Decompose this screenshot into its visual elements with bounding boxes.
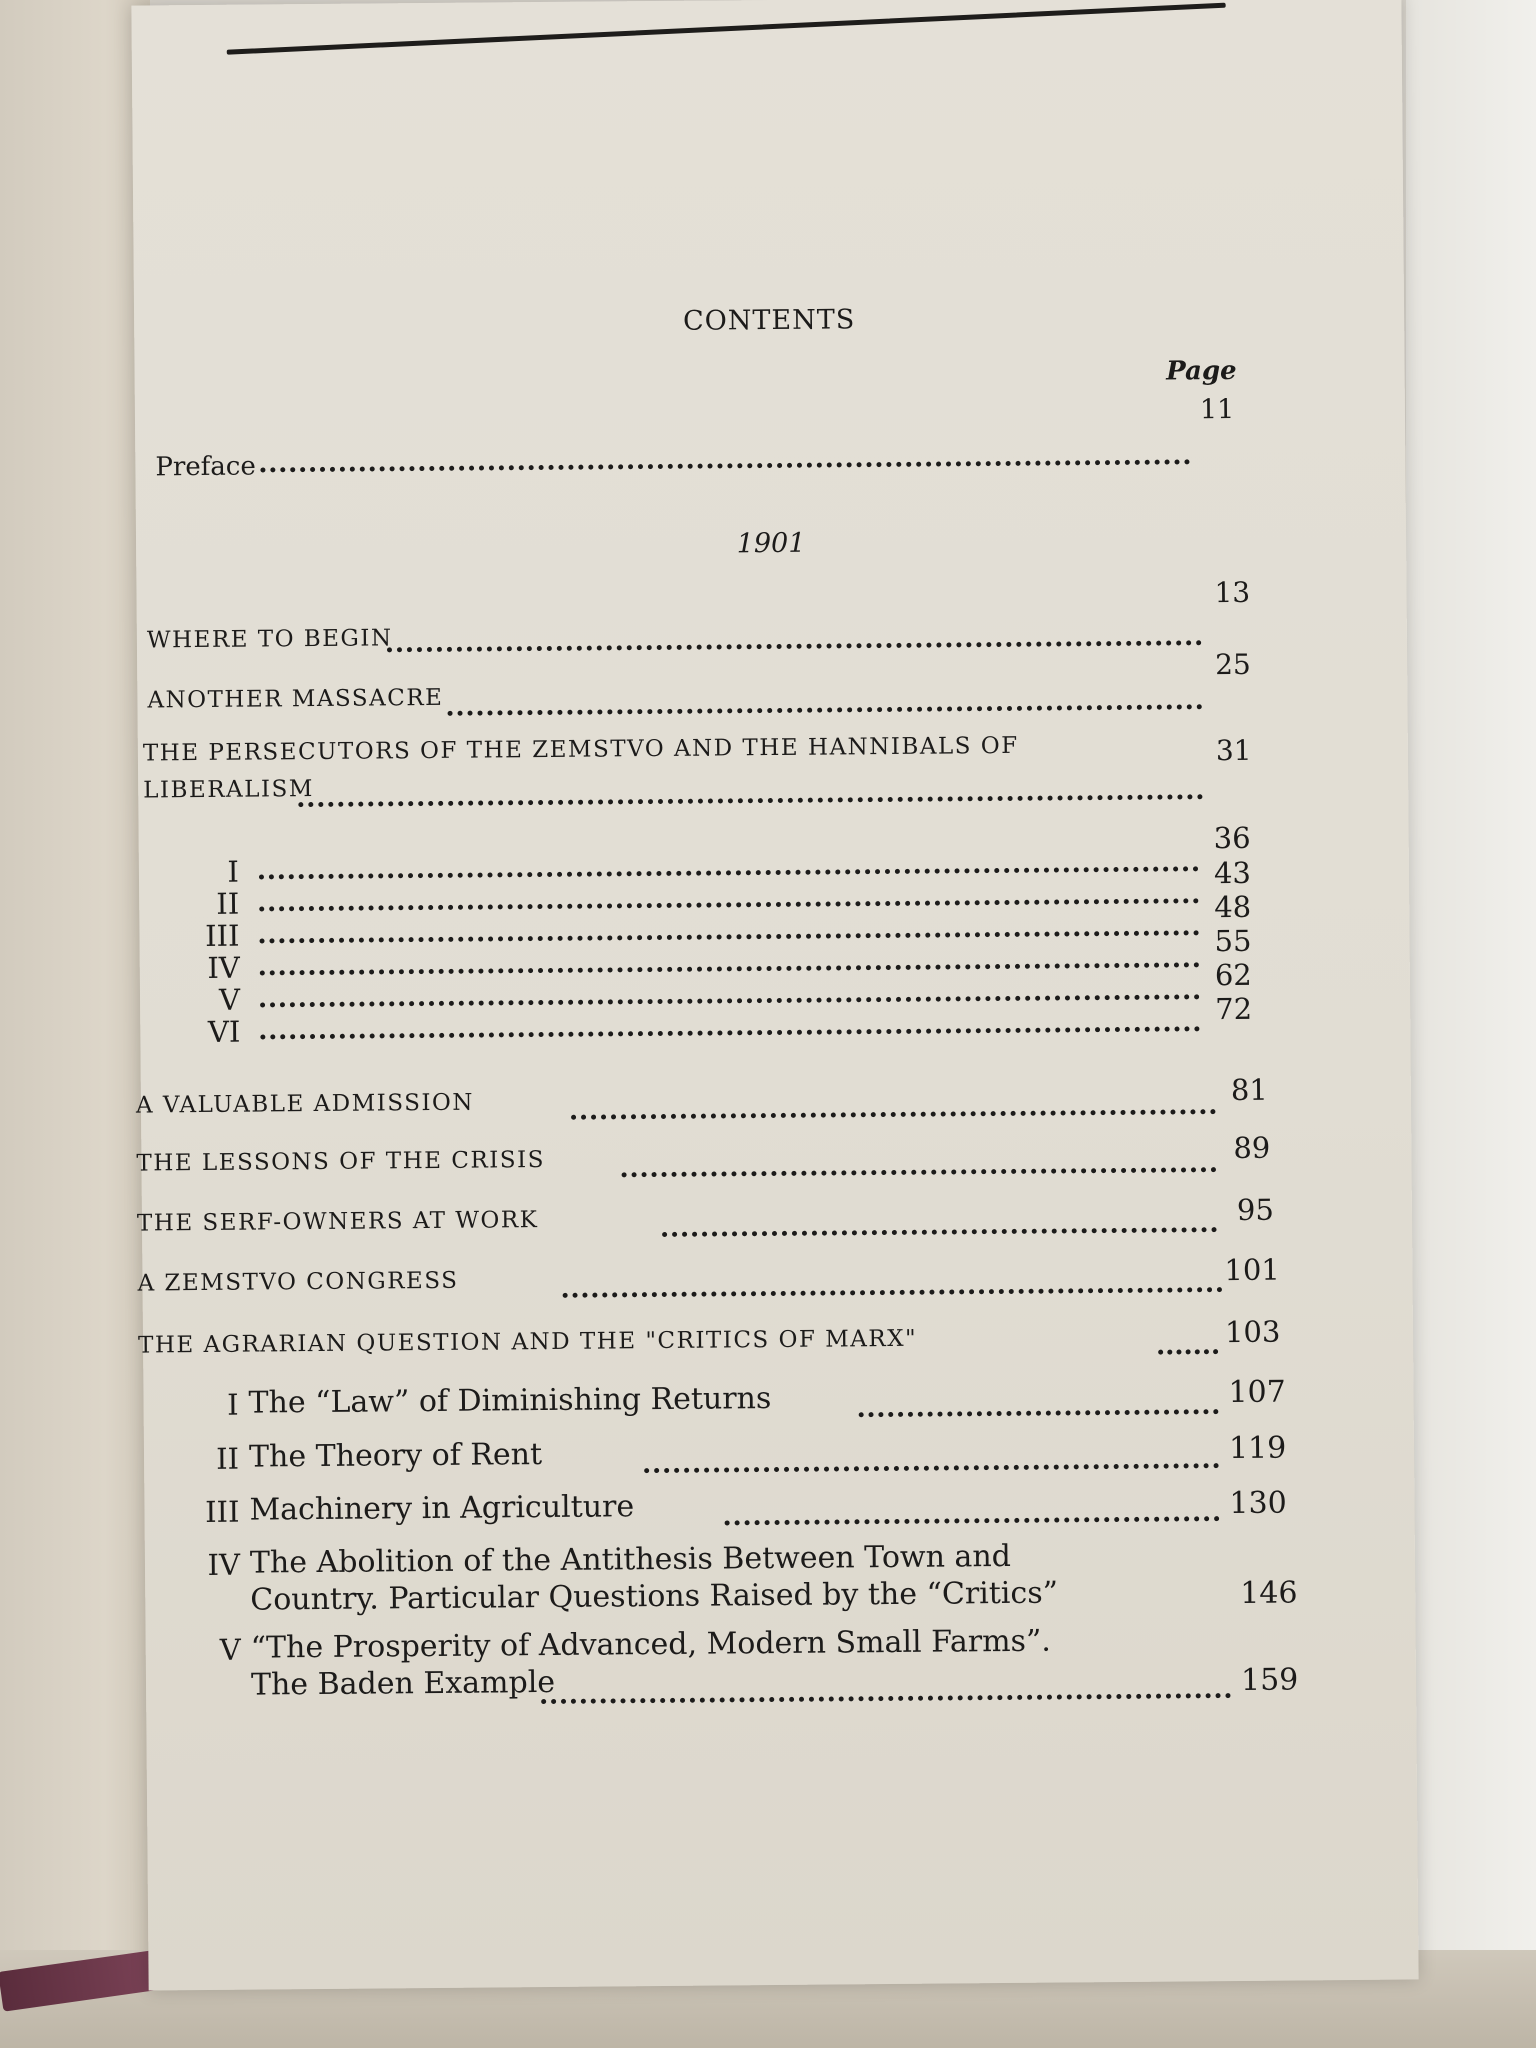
toc-page-number: 43 — [1213, 855, 1252, 891]
leader-dots — [571, 1079, 1216, 1120]
toc-page-number: 62 — [1214, 957, 1252, 993]
section-numeral: IV — [207, 950, 240, 985]
toc-page-number: 55 — [1214, 923, 1252, 959]
leader-dots — [260, 996, 1200, 1039]
toc-page-number: 95 — [1236, 1192, 1274, 1227]
leader-dots — [1158, 1319, 1218, 1355]
chapter-title: The Abolition of the Antithesis Between Town and — [249, 1538, 1012, 1581]
section-numeral: VI — [207, 1014, 241, 1049]
section-numeral: III — [204, 918, 240, 953]
chapter-title: The Theory of Rent — [248, 1437, 543, 1475]
toc-entry-label: WHERE TO BEGIN — [146, 625, 393, 654]
toc-page-number: 81 — [1230, 1072, 1268, 1108]
toc-chapter-row — [143, 1374, 1413, 1428]
leader-dots — [621, 1137, 1216, 1177]
toc-entry-label: A ZEMSTVO CONGRESS — [137, 1267, 459, 1297]
table-surface — [1406, 0, 1536, 2048]
toc-page-number: 119 — [1228, 1430, 1287, 1467]
toc-entry-label: Preface — [155, 451, 256, 483]
leader-dots — [562, 1257, 1222, 1298]
leader-dots — [724, 1486, 1219, 1525]
leader-dots — [644, 1433, 1219, 1473]
toc-entry-label: THE LESSONS OF THE CRISIS — [136, 1147, 546, 1177]
toc-page-number: 146 — [1240, 1575, 1298, 1611]
toc-entry — [136, 1130, 1411, 1188]
toc-entry-preface-row — [135, 439, 1405, 490]
chapter-title: “The Prosperity of Advanced, Modern Small Farms”. — [250, 1623, 1052, 1666]
year-heading: 1901 — [736, 527, 806, 560]
chapter-numeral: II — [215, 1441, 240, 1476]
toc-page-number: 103 — [1224, 1314, 1281, 1350]
toc-page-number: 25 — [1215, 647, 1251, 682]
toc-entry-label: THE PERSECUTORS OF THE ZEMSTVO AND THE HANNIBALS OF — [142, 732, 1019, 767]
chapter-numeral: IV — [207, 1547, 241, 1582]
toc-entry-label: LIBERALISM — [143, 776, 314, 804]
section-numeral: I — [227, 854, 240, 889]
toc-page-number: 36 — [1213, 820, 1251, 856]
toc-section-row — [140, 1004, 1410, 1055]
header-rule — [227, 3, 1226, 55]
leader-dots — [858, 1379, 1218, 1417]
contents-heading: CONTENTS — [682, 304, 856, 337]
chapter-title: The Baden Example — [250, 1664, 556, 1703]
toc-page-number: 13 — [1214, 575, 1251, 610]
section-numeral: V — [218, 982, 241, 1017]
toc-page-number: 11 — [1199, 393, 1235, 426]
chapter-numeral: V — [219, 1632, 241, 1667]
leader-dots — [662, 1197, 1217, 1237]
page-column-label: Page — [1166, 355, 1237, 387]
toc-page-number: 101 — [1224, 1252, 1280, 1288]
toc-page-number: 130 — [1229, 1485, 1287, 1522]
chapter-title: The “Law” of Diminishing Returns — [248, 1381, 772, 1421]
toc-entry-label: A VALUABLE ADMISSION — [135, 1089, 475, 1119]
toc-chapter-row — [144, 1484, 1414, 1535]
chapter-title: Country. Particular Questions Raised by the “Critics” — [250, 1575, 1059, 1618]
toc-chapter-row — [144, 1431, 1414, 1482]
leader-dots — [387, 610, 1202, 652]
leader-dots — [260, 429, 1190, 472]
toc-page-number: 89 — [1233, 1130, 1271, 1166]
facing-page-edge — [0, 0, 150, 2048]
toc-page-number: 159 — [1240, 1662, 1299, 1698]
toc-page-number: 107 — [1228, 1374, 1286, 1411]
section-numeral: II — [216, 886, 240, 921]
toc-entry — [137, 1314, 1413, 1370]
toc-page-number: 48 — [1214, 889, 1252, 925]
toc-entry-label: THE AGRARIAN QUESTION AND THE "CRITICS OF MARX" — [137, 1325, 918, 1359]
leader-dots — [541, 1663, 1231, 1704]
leader-dots — [447, 674, 1202, 716]
toc-page-number: 72 — [1215, 991, 1253, 1027]
toc-entry — [136, 1192, 1412, 1248]
toc-entry-label: ANOTHER MASSACRE — [147, 684, 444, 714]
chapter-title: Machinery in Agriculture — [249, 1489, 635, 1528]
chapter-numeral: III — [204, 1494, 240, 1529]
toc-entry — [138, 764, 1408, 815]
chapter-numeral: I — [226, 1387, 239, 1422]
book-page — [131, 0, 1418, 1991]
toc-entry — [137, 1252, 1412, 1308]
leader-dots — [298, 764, 1203, 807]
toc-entry — [135, 1072, 1411, 1130]
toc-entry-label: THE SERF-OWNERS AT WORK — [136, 1207, 539, 1237]
toc-page-number: 31 — [1215, 733, 1252, 768]
